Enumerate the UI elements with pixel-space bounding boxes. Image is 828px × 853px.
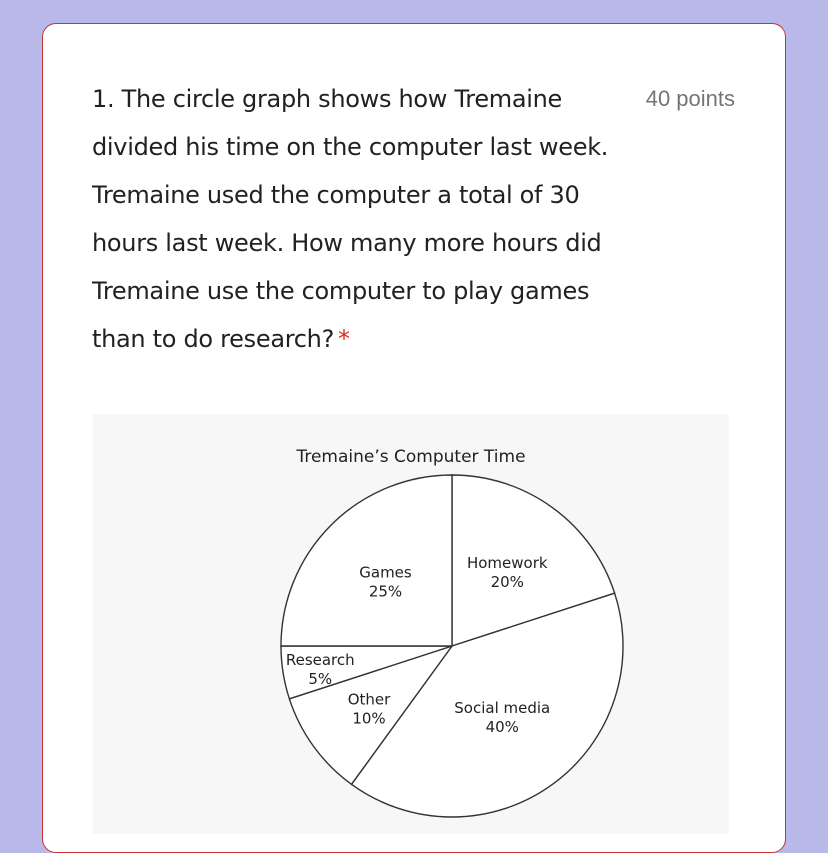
slice-label: Games xyxy=(359,563,412,582)
slice-value-label: 20% xyxy=(490,572,524,591)
pie-chart xyxy=(93,414,729,834)
slice-label: Social media xyxy=(454,699,551,718)
slice-label: Research xyxy=(285,650,355,669)
slice-value-label: 25% xyxy=(368,582,403,601)
slice-label: Other xyxy=(347,690,391,709)
points-label: 40 points xyxy=(645,86,735,111)
slice-value-label: 5% xyxy=(308,669,333,688)
pie-slice-games xyxy=(281,475,452,646)
question-text xyxy=(92,75,612,363)
question-body: 1. The circle graph shows how Tremaine divided his time on the computer last week. Tremaine used the computer a total of 30 hours last week. How many more hours did Tremaine use the computer to play games than to do research? xyxy=(92,85,609,353)
slice-value-label: 10% xyxy=(352,709,386,728)
chart-title: Tremaine’s Computer Time xyxy=(296,447,526,467)
pie-chart-figure xyxy=(93,414,729,834)
required-asterisk: * xyxy=(338,325,350,353)
slice-label: Homework xyxy=(466,553,548,572)
slice-value-label: 40% xyxy=(485,718,519,737)
question-card xyxy=(42,23,786,853)
